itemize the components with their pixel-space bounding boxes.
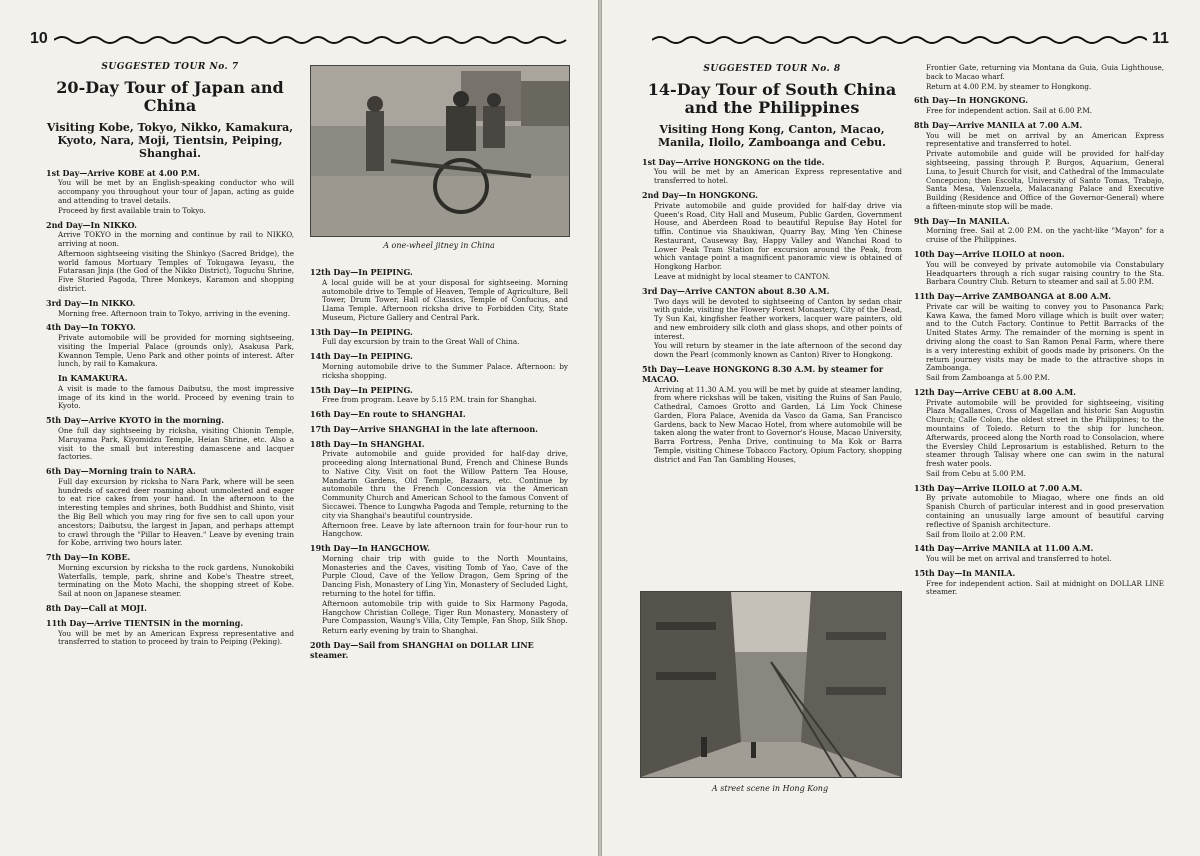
itinerary-list (46, 169, 294, 647)
day-description: Proceed by first available train to Tokyo. (58, 205, 206, 215)
day-heading: 15th Day—In PEIPING. (310, 384, 413, 395)
day-heading: 4th Day—In TOKYO. (46, 322, 136, 333)
itinerary-day (914, 96, 1164, 116)
itinerary-day (46, 169, 294, 216)
day-heading: 6th Day—Morning train to NARA. (46, 466, 196, 477)
day-description: One full day sightseeing by ricksha, visiting Chionin Temple, Maruyama Park, Kiyomidzu Temple, Heian Shrine, etc. Also a visit to the small but interesting damascene and lacquer factories. (58, 426, 294, 462)
itinerary-day (310, 440, 568, 540)
day-heading: 14th Day—In PEIPING. (310, 351, 413, 362)
page-number: 11 (1152, 30, 1169, 47)
day-heading: 5th Day—Arrive KYOTO in the morning. (46, 415, 225, 426)
wave-rule-ornament (54, 34, 569, 46)
day-heading: 20th Day—Sail from SHANGHAI on DOLLAR LINE steamer. (310, 639, 534, 660)
itinerary-day (642, 191, 902, 282)
itinerary-day (310, 268, 568, 323)
itinerary-day (642, 158, 902, 186)
day-heading: 3rd Day—In NIKKO. (46, 297, 136, 308)
tour-title: 20-Day Tour of Japan and China (56, 77, 284, 116)
itinerary-day (914, 64, 1164, 91)
itinerary-day (46, 619, 294, 647)
day-heading: 18th Day—In SHANGHAI. (310, 438, 425, 449)
left-page (0, 0, 598, 856)
day-heading: 12th Day—In PEIPING. (310, 267, 413, 277)
day-description: Morning chair trip with guide to the North Mountains, Monasteries and the Caves, visiting Tomb of Yao, Cave of the Purple Cloud, Cave of the Yellow Dragon, Gem Spring of the Dancing Fish, Monastery of Ling Yin, Monastery of Secluded Light, returning to the hotel for tiffin. (322, 553, 568, 598)
right-column-1 (642, 64, 902, 470)
page-number: 10 (30, 30, 48, 47)
day-description: Morning automobile drive to the Summer Palace. Afternoon: by ricksha shopping. (322, 361, 568, 380)
itinerary-day (46, 221, 294, 294)
itinerary-day (46, 604, 294, 614)
day-heading: 15th Day—In MANILA. (914, 567, 1016, 578)
day-description: Afternoon sightseeing visiting the Shinkyo (Sacred Bridge), the world famous Mortuary Temples of Tokugawa Ieyasu, the Futarasan Jinja (the God of the Nikko District), Toguchu Shrine, Five Storied Pagoda, Three Monkeys, Karamon and shopping district. (58, 248, 294, 293)
day-description: You will be met on arrival by an American Express representative and transferred to hotel. (926, 130, 1164, 149)
day-description: Afternoon free. Leave by late afternoon train for four-hour run to Hangchow. (322, 520, 568, 539)
tour-label: SUGGESTED TOUR No. 7 (101, 62, 239, 72)
day-heading: 19th Day—In HANGCHOW. (310, 543, 430, 554)
day-description: Leave at midnight by local steamer to CANTON. (654, 272, 831, 281)
day-heading: 8th Day—Arrive MANILA at 7.00 A.M. (914, 119, 1083, 130)
itinerary-day (914, 292, 1164, 383)
day-heading: 7th Day—In KOBE. (46, 552, 131, 563)
itinerary-day (914, 544, 1164, 564)
day-description: Free from program. Leave by 5.15 P.M. train for Shanghai. (322, 395, 537, 405)
tour-subtitle: Visiting Hong Kong, Canton, Macao, Manila, Iloilo, Zamboanga and Cebu. (658, 122, 886, 149)
day-heading: 9th Day—In MANILA. (914, 215, 1010, 226)
day-heading: 17th Day—Arrive SHANGHAI in the late afternoon. (310, 423, 538, 434)
day-heading: 1st Day—Arrive KOBE at 4.00 P.M. (46, 167, 200, 178)
day-description: By private automobile to Miagao, where one finds an old Spanish Church of particular interest and in good preservation containing an unusually large amount of beautiful carving reflective of Spanish architecture. (926, 493, 1164, 529)
day-description: Arriving at 11.30 A.M. you will be met by guide at steamer landing, from where rickshas will be taken, visiting the Ruins of San Paulo, Cathedral, Camoes Grotto and Garden, Lá Lim Yock Chinese Garden, Flora Palace, Avenida da Vasco da Gama, San Francisco Gardens, back to New Macao Hotel, from where automobile will be taken along the water front to Governor's House, Macao University, Barra Fortress, Penha Drive, continuing to Ma Kok or Barra Temple, visiting Chinese Tobacco Factory, Opium Factory, shopping district and Fan Tan Gambling Houses, (654, 384, 902, 464)
itinerary-day (46, 299, 294, 319)
day-heading: 10th Day—Arrive ILOILO at noon. (914, 248, 1065, 259)
day-description: Morning free. Afternoon train to Tokyo, arriving in the evening. (58, 308, 291, 318)
itinerary-day (310, 328, 568, 348)
tour-label: SUGGESTED TOUR No. 8 (703, 64, 841, 74)
day-description: Private automobile will be provided for morning sightseeing, visiting the Imperial Palace (grounds only), Asakusa Park, Kwannon Temple, Ueno Park and other points of interest. After lunch, by rail to Kamakura. (58, 333, 294, 369)
day-heading: 11th Day—Arrive ZAMBOANGA at 8.00 A.M. (914, 291, 1112, 302)
day-heading: 5th Day—Leave HONGKONG 8.30 A.M. by steamer for MACAO. (642, 364, 884, 384)
tour-title: 14-Day Tour of South China and the Philippines (647, 79, 897, 118)
itinerary-day (310, 425, 568, 435)
day-description: Full day excursion by ricksha to Nara Park, where will be seen hundreds of sacred deer roaming about unmolested and eager to eat rice cakes from your hand. In the afternoon to the interesting temples and shrines, both Buddhist and Shinto, visit the Big Bell which you may ring for five sen to call upon your ancestors; Daibutsu, the largest in Japan, and perhaps attempt to crawl through the "Pillar to Heaven." Leave by evening train for Kobe, arriving two hours later. (58, 476, 294, 548)
itinerary-day (46, 553, 294, 599)
day-description: You will be met by an American Express representative and transferred to hotel. (654, 167, 902, 186)
day-description: Private automobile and guide provided for half-day drive via Queen's Road, City Hall and Museum, Public Garden, Government House, and Aberdeen Road to beautiful Repulse Bay Hotel for tiffin. Continue via Shaukiwan, Quarry Bay, Ming Yen Chinese Restaurant, Causeway Bay, Happy Valley and Wanchai Road to Lower Peak Tram Station for excursion around the Peak, from which vantage point a magnificent panoramic view is obtained of Hongkong Harbor. (654, 200, 902, 272)
day-heading: 2nd Day—In HONGKONG. (642, 190, 758, 200)
hong-kong-street-photo (640, 591, 902, 778)
day-description: Private automobile will be provided for sightseeing, visiting Plaza Magallanes, Cross of Magellan and historic San Augustin Church; Calle Colon, the oldest street in the Philippines; to the mountains of Toledo. Return to the ship for luncheon. Afterwards, proceed along the North road to Consolacion, where the Eversley Child Leprosarium is established. Return to the steamer through Talisay where one can swim in the natural fresh water pools. (926, 397, 1164, 469)
day-description: You will be met by an American Express representative and transferred to station to proceed by train to Peiping (Peking). (58, 628, 294, 647)
hong-kong-photo-caption: A street scene in Hong Kong (711, 784, 829, 793)
left-column-1 (46, 62, 294, 652)
itinerary-day (642, 287, 902, 360)
day-description: Afternoon automobile trip with guide to Six Harmony Pagoda, Hangchow Christian College, Tiger Run Monastery, Monastery of Pure Compassion, Waung's Villa, City Temple, Fan Shop, Silk Shop. (322, 598, 568, 626)
day-description: You will return by steamer in the late afternoon of the second day down the Pearl (commonly known as Canton) River to Hongkong. (654, 341, 902, 360)
day-description: You will be conveyed by private automobile via Constabulary Headquarters through a rich sugar raising country to the Sta. Barbara Country Club. Return to steamer and sail at 5.00 P.M. (926, 259, 1164, 287)
day-description: Two days will be devoted to sightseeing of Canton by sedan chair with guide, visiting the Flowery Forest Monastery, City of the Dead, Ty Sun Kai, kingfisher feather workers, lacquer ware painters, old and new embroidery silk cloth and glass shops, and other points of interest. (654, 296, 902, 341)
jitney-photo (310, 65, 570, 237)
itinerary-day (46, 323, 294, 369)
day-description: Frontier Gate, returning via Montana da Guia, Guia Lighthouse, back to Macao wharf. (926, 63, 1164, 81)
itinerary-day (310, 386, 568, 406)
day-description: Sail from Iloilo at 2.00 P.M. (926, 529, 1026, 539)
day-heading: 1st Day—Arrive HONGKONG on the tide. (642, 156, 825, 167)
day-description: Free for independent action. Sail at 6.00 P.M. (926, 106, 1093, 116)
day-heading: In KAMAKURA. (58, 373, 128, 384)
itinerary-day (310, 544, 568, 636)
day-heading: 13th Day—Arrive ILOILO at 7.00 A.M. (914, 482, 1083, 493)
jitney-photo-caption: A one-wheel jitney in China (383, 241, 495, 250)
itinerary-list (642, 158, 902, 465)
day-description: Free for independent action. Sail at midnight on DOLLAR LINE steamer. (926, 578, 1164, 597)
day-description: A visit is made to the famous Daibutsu, the most impressive image of its kind in the world. Proceed by evening train to Kyoto. (58, 383, 294, 411)
day-heading: 2nd Day—In NIKKO. (46, 219, 137, 230)
itinerary-day (46, 416, 294, 462)
itinerary-day (914, 484, 1164, 540)
day-description: Return early evening by train to Shanghai. (322, 626, 478, 636)
right-column-2 (914, 64, 1164, 602)
day-description: Sail from Cebu at 5.00 P.M. (926, 468, 1026, 478)
day-description: A local guide will be at your disposal for sightseeing. Morning automobile drive to Temple of Heaven, Temple of Agriculture, Bell Tower, Drum Tower, Hall of Classics, Temple of Confucius, and Llama Temple. Afternoon ricksha drive to Forbidden City, State Museum, Picture Gallery and Central Park. (322, 277, 568, 322)
day-heading: 3rd Day—Arrive CANTON about 8.30 A.M. (642, 285, 830, 296)
itinerary-day (46, 467, 294, 548)
day-description: Private automobile and guide will be provided for half-day sightseeing, passing through P. Burgos, Aquarium, General Luna, to Jesuit Church for visit, and Cathedral of the Immaculate Concepcion; then Escolta, University of Santo Tomas, Trabajo, Santa Mesa, Valenzuela, Malacanang Palace and Executive Building (Residence and Office of the Governor-General) where a fifteen-minute stop will be made. (926, 149, 1164, 211)
day-description: Sail from Zamboanga at 5.00 P.M. (926, 373, 1050, 383)
day-heading: 14th Day—Arrive MANILA at 11.00 A.M. (914, 543, 1094, 554)
itinerary-day (914, 388, 1164, 479)
day-description: Full day excursion by train to the Great Wall of China. (322, 337, 520, 347)
wave-rule-ornament (652, 34, 1147, 46)
day-description: Private automobile and guide provided for half-day drive, proceeding along International Bund, French and Chinese Bunds to Native City. Visit on foot the Willow Pattern Tea House, Mandarin Gardens, Old Temple, Bazaars, etc. Continue by automobile thru the French Concession via the American Community Church and American School to the famous Convent of Siccawei. Thence to Lungwha Pagoda and Temple, returning to the city via Shanghai's beautiful countryside. (322, 449, 568, 520)
itinerary-list (914, 64, 1164, 597)
day-heading: 12th Day—Arrive CEBU at 8.00 A.M. (914, 386, 1076, 397)
itinerary-day (914, 569, 1164, 597)
left-column-2 (310, 268, 568, 665)
itinerary-day (310, 641, 568, 661)
day-heading: 6th Day—In HONGKONG. (914, 95, 1028, 106)
itinerary-day (310, 352, 568, 380)
day-heading: 11th Day—Arrive TIENTSIN in the morning. (46, 617, 244, 628)
tour-subtitle: Visiting Kobe, Tokyo, Nikko, Kamakura, Kyoto, Nara, Moji, Tientsin, Peiping, Shanghai. (46, 120, 294, 160)
day-description: Return at 4.00 P.M. by steamer to Hongkong. (926, 81, 1092, 91)
day-heading: 13th Day—In PEIPING. (310, 326, 413, 337)
itinerary-list (310, 268, 568, 660)
day-description: You will be met on arrival and transferred to hotel. (926, 554, 1112, 564)
itinerary-day (310, 410, 568, 420)
right-page (602, 0, 1200, 856)
day-description: Arrive TOKYO in the morning and continue by rail to NIKKO, arriving at noon. (58, 230, 294, 249)
itinerary-day (642, 365, 902, 465)
itinerary-day (914, 121, 1164, 212)
day-description: Morning excursion by ricksha to the rock gardens, Nunokobiki Waterfalls, temple, park, shrine and Kobe's Theatre street, terminating on the Moto Machi, the shopping street of Kobe. Sail at noon on Japanese steamer. (58, 562, 294, 599)
day-description: Morning free. Sail at 2.00 P.M. on the yacht-like "Mayon" for a cruise of the Philippines. (926, 226, 1164, 245)
day-description: Private car will be waiting to convey you to Pasonanca Park; Kawa Kawa, the famed Moro village which is built over water; and to the Cutch Factory. Continue to Pettit Barracks of the United States Army. The remainder of the morning is spent in driving along the coast to San Ramon Penal Farm, where there is a very interesting exhibit of goods made by prisoners. On the return journey visits may be made to the attractive shops in Zamboanga. (926, 301, 1164, 373)
itinerary-day (914, 250, 1164, 287)
day-description: You will be met by an English-speaking conductor who will accompany you throughout your tour of Japan, acting as guide and attending to travel details. (58, 178, 294, 205)
day-heading: 16th Day—En route to SHANGHAI. (310, 409, 466, 420)
day-heading: 8th Day—Call at MOJI. (46, 603, 147, 613)
itinerary-day (46, 374, 294, 411)
itinerary-day (914, 217, 1164, 245)
